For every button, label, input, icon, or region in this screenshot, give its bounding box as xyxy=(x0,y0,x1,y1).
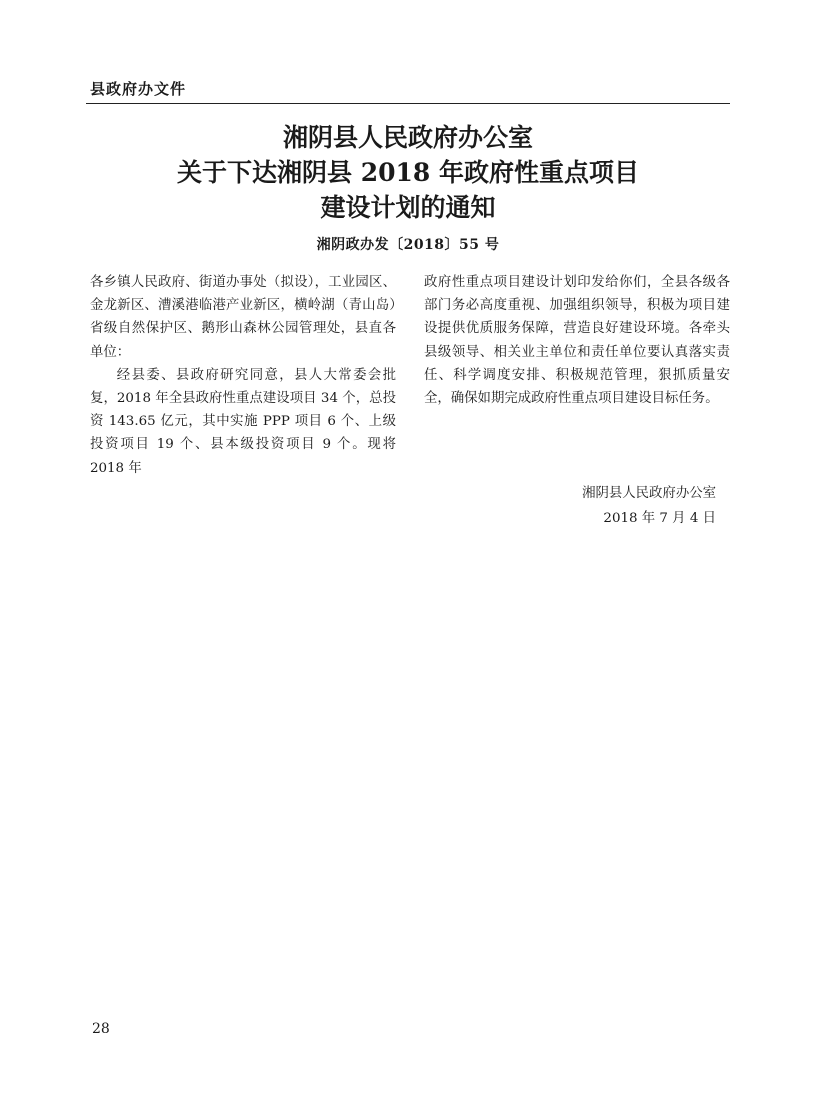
addressee-paragraph: 各乡镇人民政府、街道办事处（拟设），工业园区、金龙新区、漕溪港临港产业新区，横岭湖（青山岛）省级自然保护区、鹅形山森林公园管理处，县直各单位： xyxy=(90,275,396,360)
title-line-1: 湘阴县人民政府办公室 xyxy=(282,123,533,152)
body-left-column xyxy=(90,271,396,480)
signature-block xyxy=(582,481,716,531)
page-number: 28 xyxy=(92,1021,110,1037)
document-title xyxy=(86,120,730,225)
body-right-column xyxy=(424,271,730,410)
issue-date: 2018 年 7 月 4 日 xyxy=(603,511,716,526)
issuer-name: 湘阴县人民政府办公室 xyxy=(582,486,716,501)
header-divider xyxy=(86,103,730,104)
title-line-2: 关于下达湘阴县 2018 年政府性重点项目 xyxy=(177,158,639,187)
document-number: 湘阴政办发〔2018〕55 号 xyxy=(316,237,500,253)
title-line-3: 建设计划的通知 xyxy=(320,193,496,222)
body-paragraph-1-continued: 政府性重点项目建设计划印发给你们，全县各级各部门务必高度重视、加强组织领导，积极为项目建设提供优质服务保障，营造良好建设环境。各牵头县级领导、相关业主单位和责任单位要认真落实责任、科学调度安排、积极规范管理，狠抓质量安全，确保如期完成政府性重点项目建设目标任务。 xyxy=(424,275,730,407)
body-paragraph-1: 经县委、县政府研究同意，县人大常委会批复，2018 年全县政府性重点建设项目 34 个，总投资 143.65 亿元，其中实施 PPP 项目 6 个、上级投资项目 19 个、县本级投资项目 9 个。现将 2018 年 xyxy=(90,367,396,476)
section-header-label: 县政府办文件 xyxy=(90,80,187,98)
